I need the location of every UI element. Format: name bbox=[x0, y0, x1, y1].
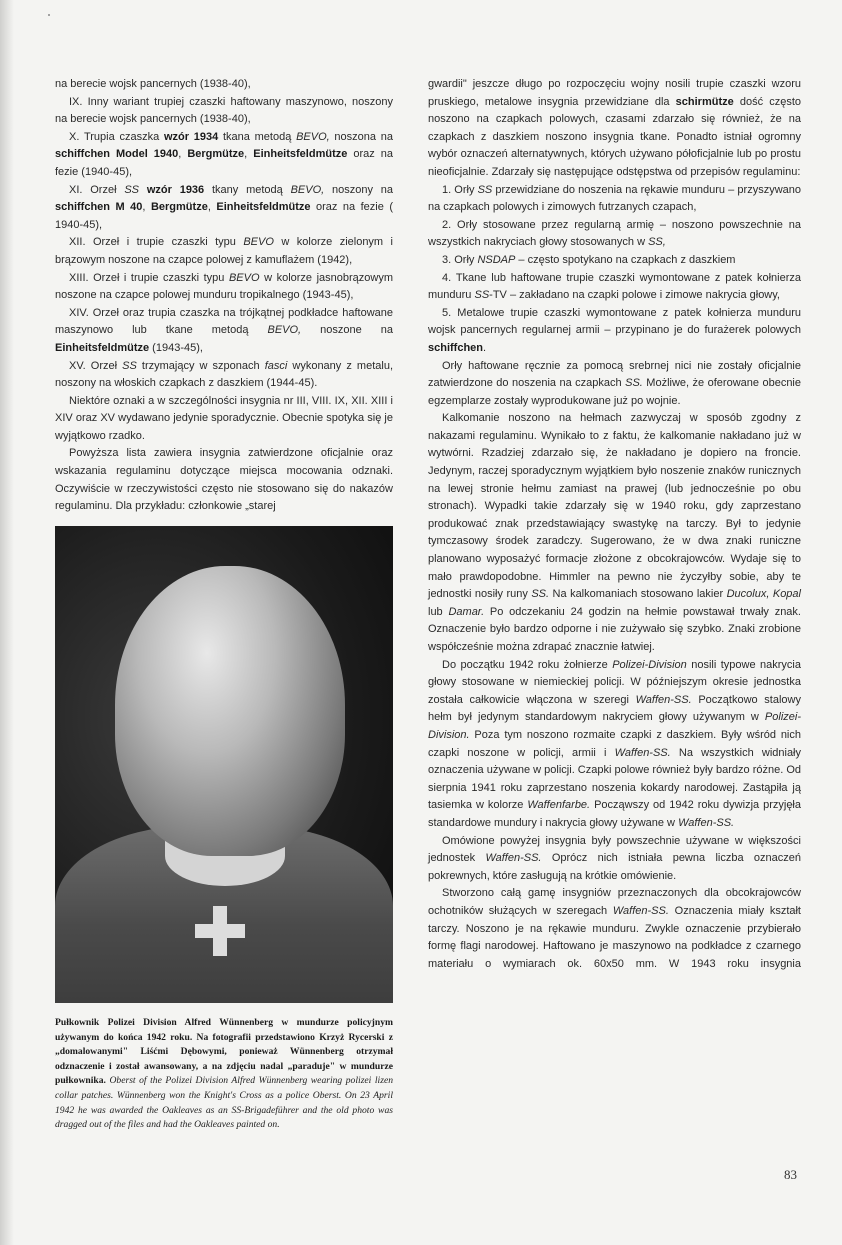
text-run: lub bbox=[428, 605, 449, 618]
italic-text: fasci bbox=[264, 359, 288, 372]
italic-text: Damar. bbox=[448, 605, 485, 618]
text-run: 4. Tkane lub haftowane trupie czaszki wymontowane z patek kołnierza munduru bbox=[428, 271, 801, 302]
text-run: noszona na bbox=[329, 130, 393, 143]
left-text-column bbox=[55, 76, 393, 516]
text-run: Kalkomanie noszono na hełmach zazwyczaj w sposób zgodny z nakazami regulaminu. Wynikało to z faktu, że kalkomanie nakładano już w wytwórni. Rzadziej zdarzało się, że nakładano je dopiero na froncie. Jedynym, raczej sporadycznym wyjątkiem było noszenie znaków runicznych na lewej stronie hełmu zamiast na prawej (lub jednocześnie po obu stronach). Wypadki takie zdarzały się w 1940 roku, gdy zaprzestano produkować znak przedstawiający swastykę na tarczy. Był to jedynie tymczasowy środek zaradczy. Sugerowano, że w dwa znaki runiczne planowano wyposażyć formacje złożone z obcokrajowców. Wydaje się to mało prawdopodobne. Himmler na pewno nie życzyłby sobie, aby te jednostki nosiły runy bbox=[428, 412, 801, 601]
text-run: XIV. Orzeł oraz trupia czaszka na trójkątnej podkładce haftowane maszynowo lub tkane metodą bbox=[55, 306, 393, 337]
italic-text: Ducolux, Kopal bbox=[726, 588, 801, 601]
text-run: trzymający w szponach bbox=[136, 359, 265, 372]
bold-text: Bergmütze bbox=[150, 201, 208, 214]
text-run: Orły haftowane ręcznie za pomocą srebrnej nici nie zostały oficjalnie zatwierdzone do noszenia na czapkach bbox=[428, 359, 801, 390]
italic-text: Waffen-SS. bbox=[614, 746, 671, 759]
text-run: Do początku 1942 roku żołnierze bbox=[442, 658, 613, 671]
text-run: . bbox=[483, 341, 487, 354]
italic-text: Oberst of the Polizei Division Alfred Wünnenberg wearing polizei lizen collar patches. Wünnenberg won the Knight's Cross as a police Oberst. On 23 April 1942 he was awarded the Oakleaves as an SS-Brigadeführer and the old photo was dragged out of the files and had the Oakleaves painted on. bbox=[55, 1075, 393, 1131]
text-run: X. Trupia czaszka bbox=[69, 130, 164, 143]
italic-text: BEVO, bbox=[296, 130, 330, 143]
text-run: oraz na fezie ( 1940-45), bbox=[55, 201, 393, 231]
page-edge-shadow bbox=[0, 0, 14, 1245]
paragraph bbox=[55, 305, 393, 358]
text-run: XV. Orzeł bbox=[69, 359, 123, 372]
italic-text: Waffen-SS. bbox=[612, 904, 669, 917]
paragraph bbox=[428, 833, 801, 886]
paragraph bbox=[55, 445, 393, 515]
bold-text: Pułkownik Polizei Division Alfred Wünnenberg w mundurze policyjnym używanym do końca 1942 roku. Na fotografii przedstawiono Krzyż Rycerski z „domalowanymi" Liśćmi Dębowymi, ponieważ Wünnenberg otrzymał odznaczenie i został awansowany, a na zdjęciu nadal „paraduje" w mundurze pułkownika. bbox=[55, 1017, 393, 1087]
text-run: Początkowo stalowy hełm był jedynym standardowym nakryciem głowy używanym w bbox=[428, 693, 801, 724]
italic-text: BEVO bbox=[228, 271, 260, 284]
text-run: XIII. Orzeł i trupie czaszki typu bbox=[69, 271, 229, 284]
text-run: w kolorze jasnobrązowym noszone na czapce polowej munduru tropikalnego (1943-45), bbox=[55, 271, 393, 302]
paragraph bbox=[428, 217, 801, 252]
text-run: -TV – zakładano na czapki polowe i zimowe nakrycia głowy, bbox=[489, 289, 780, 302]
text-run: 3. Orły bbox=[442, 253, 478, 266]
text-run: Poza tym noszono rozmaite czapki z daszkiem. Były wśród nich czapki noszone w policji, armii i bbox=[428, 728, 801, 759]
text-run: gwardii" jeszcze długo po rozpoczęciu wojny nosili trupie czaszki wzoru pruskiego, metalowe insygnia przewidziane dla bbox=[428, 78, 801, 108]
text-run: Na kalkomaniach stosowano lakier bbox=[549, 588, 727, 601]
scan-speck bbox=[48, 14, 50, 16]
photo-caption bbox=[55, 1016, 393, 1133]
portrait-photo bbox=[55, 526, 393, 1003]
text-run: noszony na bbox=[324, 183, 393, 196]
italic-text: BEVO, bbox=[290, 183, 325, 196]
text-run: przewidziane do noszenia na rękawie munduru – przyszywano na czapkach polowych i zimowych futrzanych czapach, bbox=[428, 183, 801, 214]
text-run: Niektóre oznaki a w szczególności insygnia nr III, VIII. IX, XII. XIII i XIV oraz XV wydawano jedynie sporadycznie. Obecnie spotyka się je wyjątkowo rzadko. bbox=[55, 394, 393, 442]
bold-text: schiffchen Model 1940 bbox=[55, 148, 179, 161]
italic-text: SS. bbox=[625, 377, 643, 390]
paragraph bbox=[55, 270, 393, 305]
text-run: Na wszystkich widniały oznaczenia używane w policji. Czapki polowe również były bardzo różne. Od sierpnia 1941 roku zaprzestano noszenia kokardy narodowej. Zastąpiła ją tasiemka w kolorze bbox=[428, 746, 802, 812]
italic-text: BEVO bbox=[243, 236, 274, 249]
italic-text: BEVO, bbox=[267, 324, 302, 337]
bold-text: Einheitsfeldmütze bbox=[216, 201, 311, 214]
text-run: wykonany z metalu, noszony na włoskich czapkach z daszkiem (1944-45). bbox=[55, 359, 393, 390]
text-run: Począwszy od 1942 roku dywizja przyjęła standardowe mundury i nakrycia głowy używane w bbox=[428, 799, 801, 829]
italic-text: Waffen-SS. bbox=[485, 852, 542, 865]
text-run: Stworzono całą gamę insygniów przeznaczonych dla obcokrajowców ochotników służących w szeregach bbox=[428, 887, 801, 917]
text-run: Możliwe, że oferowane obecnie egzemplarze zostały wyprodukowane już po wojnie. bbox=[428, 377, 801, 407]
text-run: , bbox=[244, 148, 254, 161]
text-run: 1. Orły bbox=[442, 183, 478, 196]
bold-text: wzór 1936 bbox=[146, 183, 205, 196]
paragraph bbox=[55, 76, 393, 94]
text-run: XI. Orzeł bbox=[69, 183, 125, 196]
italic-text: SS bbox=[122, 359, 137, 372]
italic-text: NSDAP bbox=[477, 253, 516, 266]
text-run: Oprócz nich istniała pewna liczba oznaczeń pokrewnych, które zasługują na krótkie omówienie. bbox=[428, 852, 801, 882]
text-run: tkana metodą bbox=[218, 130, 297, 143]
paragraph bbox=[55, 182, 393, 235]
paragraph bbox=[428, 270, 801, 305]
text-run: Oznaczenia miały kształt tarczy. Noszono je na rękawie munduru. Zwykle oznaczenie przybierało formę flagi narodowej. Haftowano je maszynowo na podkładce z czarnego materiału o wymiarach ok. 60x50 mm. W 1943 roku insygnia bbox=[428, 904, 801, 970]
italic-text: Waffen-SS. bbox=[678, 816, 735, 829]
text-run: , bbox=[178, 148, 188, 161]
paragraph bbox=[55, 393, 393, 446]
italic-text: SS bbox=[477, 183, 493, 196]
italic-text: Polizei-Division bbox=[612, 658, 687, 671]
bold-text: schiffchen M 40 bbox=[55, 201, 143, 214]
text-run: dość często noszono na czapkach polowych, czasami zdarzało się również, że na czapkach z daszkiem noszono insygnia tkane. Ponadto istniał ogromny wybór oznaczeń alternatywnych, których używano półoficjalnie lub po prostu nieoficjalnie. Zdarzały się następujące odstępstwa od przepisów regulaminu: bbox=[428, 95, 801, 178]
italic-text: SS, bbox=[648, 236, 666, 249]
text-run bbox=[139, 184, 147, 196]
text-run: Omówione powyżej insygnia były powszechnie używane w większości jednostek bbox=[428, 834, 801, 865]
bold-text: Bergmütze bbox=[187, 148, 245, 161]
text-run: – często spotykano na czapkach z daszkiem bbox=[515, 253, 736, 266]
paragraph bbox=[55, 94, 393, 129]
paragraph bbox=[55, 358, 393, 393]
paragraph bbox=[55, 234, 393, 269]
text-run: XII. Orzeł i trupie czaszki typu bbox=[69, 236, 244, 249]
text-run: Powyższa lista zawiera insygnia zatwierdzone oficjalnie oraz wskazania regulaminu dotyczące miejsca mocowania odznaki. Oczywiście w rzeczywistości często nie stosowano się do nakazów regulaminu. Dla przykładu: członkowie „starej bbox=[55, 447, 393, 513]
italic-text: Waffen-SS. bbox=[635, 693, 692, 706]
text-run: (1943-45), bbox=[149, 341, 203, 354]
paragraph bbox=[428, 358, 801, 411]
paragraph bbox=[428, 76, 801, 182]
bold-text: Einheitsfeldmütze bbox=[253, 148, 348, 161]
text-run: 5. Metalowe trupie czaszki wymontowane z patek kołnierza munduru wojsk pancernych regularnej armii – przypinano je do furażerek polowych bbox=[428, 306, 801, 337]
photo-head bbox=[115, 566, 345, 856]
paragraph bbox=[428, 657, 801, 833]
italic-text: SS bbox=[474, 289, 490, 302]
italic-text: SS. bbox=[531, 588, 550, 601]
text-run: tkany metodą bbox=[204, 183, 291, 196]
paragraph bbox=[428, 252, 801, 270]
italic-text: Waffenfarbe. bbox=[527, 799, 591, 812]
paragraph bbox=[428, 182, 801, 217]
knights-cross-icon bbox=[195, 906, 245, 956]
bold-text: wzór 1934 bbox=[163, 130, 219, 143]
italic-text: SS bbox=[124, 183, 140, 196]
text-run: w kolorze zielonym i brązowym noszone na czapce polowej z kamuflażem (1942), bbox=[55, 236, 393, 266]
text-run: oraz na fezie (1940-45), bbox=[55, 148, 393, 178]
paragraph bbox=[428, 305, 801, 358]
right-text-column bbox=[428, 76, 801, 973]
text-run: Po odczekaniu 24 godzin na hełmie powstawał trwały znak. Oznaczenie było bardzo odporne i nie zużywało się szybko. Znaki zrobione współcześnie można zdrapać znacznie łatwiej. bbox=[428, 605, 801, 653]
bold-text: Einheitsfeldmütze bbox=[55, 341, 150, 354]
text-run: IX. Inny wariant trupiej czaszki haftowany maszynowo, noszony na berecie wojsk pancernych (1938-40), bbox=[55, 95, 393, 126]
text-run: , bbox=[142, 201, 151, 214]
paragraph bbox=[428, 885, 801, 973]
page-number: 83 bbox=[784, 1167, 797, 1182]
text-run: 2. Orły stosowane przez regularną armię – noszono powszechnie na wszystkich nakryciach głowy stosowanych w bbox=[428, 218, 801, 249]
text-run: noszone na bbox=[301, 324, 393, 337]
text-run: na berecie wojsk pancernych (1938-40), bbox=[55, 78, 251, 90]
bold-text: schirmütze bbox=[675, 95, 734, 108]
bold-text: schiffchen bbox=[428, 341, 484, 354]
text-run: , bbox=[207, 201, 217, 214]
text-run: nosili typowe nakrycia głowy stosowane w niemieckiej policji. W późniejszym okresie jednostka została całkowicie włączona w szeregi bbox=[428, 658, 801, 706]
paragraph bbox=[55, 129, 393, 182]
paragraph bbox=[428, 410, 801, 656]
italic-text: Polizei-Division. bbox=[428, 711, 801, 741]
